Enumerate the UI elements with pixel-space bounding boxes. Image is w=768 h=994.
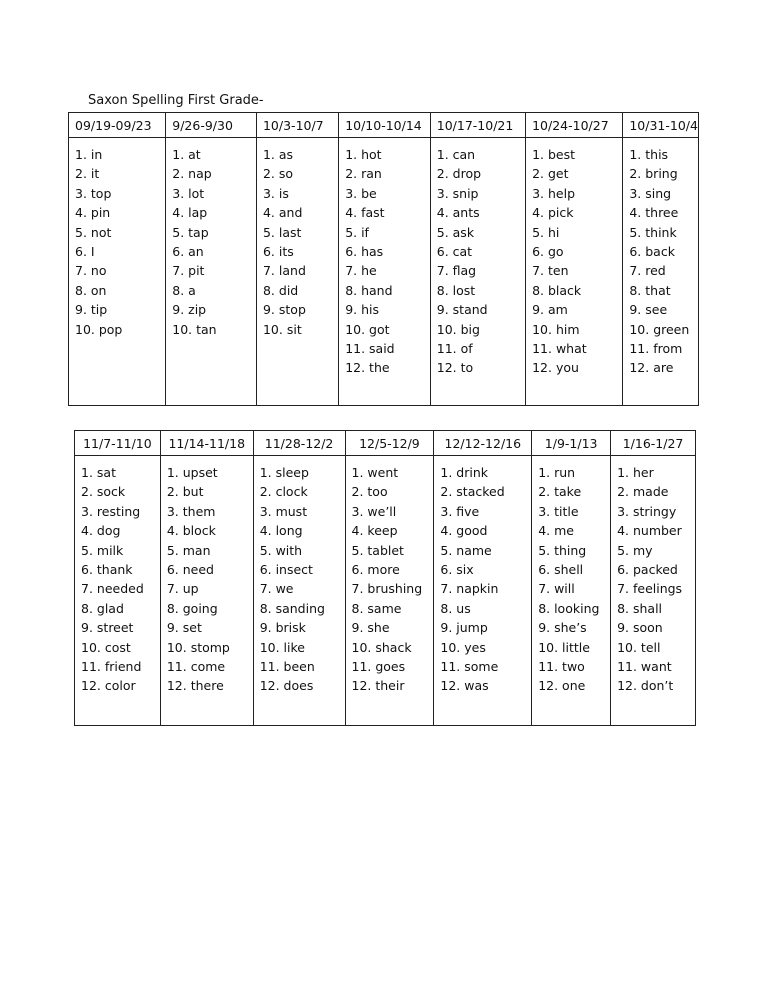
- spelling-word: 12. the: [345, 360, 390, 376]
- spelling-word: 11. what: [532, 341, 587, 357]
- spelling-word: 2. made: [617, 484, 669, 500]
- spelling-word: 9. stand: [436, 302, 488, 318]
- spelling-word: 12. one: [538, 678, 586, 694]
- spelling-word: 11. of: [436, 341, 473, 357]
- spelling-word: 9. set: [166, 620, 202, 636]
- spelling-word: 11. come: [166, 659, 226, 675]
- spelling-word: 7. we: [259, 581, 294, 597]
- spelling-word: 11. from: [629, 341, 683, 357]
- spelling-word: 7. red: [629, 263, 666, 279]
- spelling-word: 5. man: [166, 542, 211, 558]
- spelling-word: 12. there: [166, 678, 224, 694]
- spelling-word: 1. went: [351, 465, 399, 480]
- spelling-word: 3. top: [75, 185, 112, 201]
- spelling-word: 5. thing: [538, 542, 587, 558]
- spelling-word: 5. tablet: [351, 542, 404, 558]
- spelling-word: 12. to: [436, 360, 474, 376]
- spelling-word: 6. shell: [538, 562, 584, 578]
- spelling-word: 12. don’t: [617, 678, 674, 694]
- spelling-word: 5. last: [262, 224, 302, 240]
- spelling-word: 4. keep: [351, 523, 398, 539]
- spelling-word: 10. him: [532, 321, 580, 337]
- spelling-word: 6. insect: [259, 562, 313, 578]
- spelling-word: 4. pick: [532, 205, 574, 221]
- spelling-word: 9. she: [351, 620, 390, 636]
- word-list-cell: [526, 138, 623, 406]
- spelling-word: 6. need: [166, 562, 214, 578]
- spelling-word: 3. sing: [629, 185, 672, 201]
- spelling-word: 11. goes: [351, 659, 406, 675]
- spelling-word: 3. snip: [436, 185, 479, 201]
- document-title: Saxon Spelling First Grade-: [88, 93, 264, 108]
- spelling-word: 3. resting: [81, 503, 141, 519]
- word-list-cell: [339, 138, 431, 406]
- spelling-word: 5. with: [259, 542, 303, 558]
- week-header: 1/16-1/27: [611, 431, 696, 456]
- week-header: 10/3-10/7: [256, 113, 338, 138]
- spelling-word: 5. not: [75, 224, 112, 240]
- spelling-word: 12. are: [629, 360, 674, 376]
- spelling-word: 10. yes: [440, 639, 486, 655]
- spelling-word: 5. ask: [436, 224, 475, 240]
- word-list-cell: [75, 456, 161, 726]
- spelling-word: 3. must: [259, 503, 308, 519]
- spelling-word: 1. sleep: [259, 465, 309, 480]
- spelling-word: 8. a: [172, 282, 196, 298]
- spelling-word: 2. clock: [259, 484, 308, 500]
- spelling-word: 4. fast: [345, 205, 385, 221]
- spelling-word: 12. color: [81, 678, 136, 694]
- spelling-word: 3. help: [532, 185, 576, 201]
- spelling-word: 7. pit: [172, 263, 205, 279]
- spelling-word: 6. more: [351, 562, 400, 578]
- spelling-word: 2. stacked: [440, 484, 505, 500]
- spelling-word: 4. dog: [81, 523, 121, 539]
- week-header: 09/19-09/23: [69, 113, 166, 138]
- spelling-word: 2. drop: [436, 166, 482, 182]
- word-list-cell: [430, 138, 525, 406]
- spelling-word: 7. napkin: [440, 581, 499, 597]
- spelling-word: 1. her: [617, 465, 654, 480]
- spelling-word: 10. tan: [172, 321, 217, 337]
- spelling-word: 4. lap: [172, 205, 208, 221]
- week-header: 1/9-1/13: [532, 431, 611, 456]
- spelling-word: 9. see: [629, 302, 668, 318]
- spelling-word: 10. shack: [351, 639, 412, 655]
- spelling-word: 9. street: [81, 620, 134, 636]
- spelling-word: 11. said: [345, 341, 395, 357]
- spelling-word: 3. be: [345, 185, 377, 201]
- spelling-word: 8. us: [440, 600, 471, 616]
- spelling-word: 3. them: [166, 503, 216, 519]
- spelling-word: 6. packed: [617, 562, 678, 578]
- spelling-word: 3. we’ll: [351, 503, 397, 519]
- spelling-word: 8. did: [262, 282, 299, 298]
- spelling-word: 8. on: [75, 282, 107, 298]
- spelling-word: 10. tell: [617, 639, 661, 655]
- spelling-word: 5. tap: [172, 224, 209, 240]
- spelling-word: 1. hot: [345, 147, 382, 162]
- spelling-word: 7. needed: [81, 581, 144, 597]
- week-header: 10/10-10/14: [339, 113, 431, 138]
- spelling-word: 1. in: [75, 147, 103, 162]
- spelling-word: 9. his: [345, 302, 379, 318]
- word-list-cell: [253, 456, 345, 726]
- spelling-word: 7. up: [166, 581, 199, 597]
- word-list-cell: [69, 138, 166, 406]
- week-header: 10/24-10/27: [526, 113, 623, 138]
- spelling-word: 4. long: [259, 523, 303, 539]
- spelling-word: 1. as: [262, 147, 294, 162]
- spelling-word: 2. bring: [629, 166, 678, 182]
- spelling-word: 4. three: [629, 205, 679, 221]
- week-header: 10/31-10/4: [623, 113, 699, 138]
- spelling-word: 6. has: [345, 244, 384, 260]
- spelling-word: 8. looking: [538, 600, 600, 616]
- spelling-word: 2. it: [75, 166, 100, 182]
- spelling-word: 1. sat: [81, 465, 116, 480]
- spelling-word: 11. been: [259, 659, 315, 675]
- spelling-word: 8. hand: [345, 282, 393, 298]
- spelling-word: 8. that: [629, 282, 671, 298]
- spelling-word: 10. stomp: [166, 639, 230, 655]
- spelling-word: 5. hi: [532, 224, 560, 240]
- word-list-cell: [611, 456, 696, 726]
- week-header: 11/7-11/10: [75, 431, 161, 456]
- week-header: 11/28-12/2: [253, 431, 345, 456]
- spelling-word: 3. five: [440, 503, 480, 519]
- spelling-word: 9. brisk: [259, 620, 306, 636]
- spelling-word: 8. glad: [81, 600, 124, 616]
- word-list-cell: [532, 456, 611, 726]
- spelling-word: 12. was: [440, 678, 489, 694]
- spelling-word: 6. thank: [81, 562, 133, 578]
- spelling-word: 12. does: [259, 678, 314, 694]
- spelling-word: 5. think: [629, 224, 677, 240]
- spelling-word: 3. lot: [172, 185, 205, 201]
- spelling-word: 1. at: [172, 147, 201, 162]
- spelling-word: 9. stop: [262, 302, 306, 318]
- spelling-word: 7. flag: [436, 263, 477, 279]
- spelling-table-winter: [74, 430, 696, 726]
- word-list-cell: [623, 138, 699, 406]
- spelling-word: 6. an: [172, 244, 204, 260]
- spelling-word: 3. is: [262, 185, 289, 201]
- spelling-word: 8. going: [166, 600, 218, 616]
- spelling-word: 9. am: [532, 302, 568, 318]
- spelling-word: 2. so: [262, 166, 294, 182]
- spelling-word: 6. back: [629, 244, 675, 260]
- spelling-word: 4. number: [617, 523, 682, 539]
- spelling-word: 2. sock: [81, 484, 126, 500]
- spelling-word: 4. and: [262, 205, 303, 221]
- word-list-cell: [256, 138, 338, 406]
- week-header: 11/14-11/18: [160, 431, 253, 456]
- week-header: 12/12-12/16: [434, 431, 532, 456]
- spelling-word: 1. upset: [166, 465, 218, 480]
- week-header: 10/17-10/21: [430, 113, 525, 138]
- spelling-word: 11. want: [617, 659, 672, 675]
- spelling-word: 8. same: [351, 600, 402, 616]
- spelling-word: 8. black: [532, 282, 582, 298]
- spelling-word: 5. my: [617, 542, 653, 558]
- spelling-table-fall: [68, 112, 699, 406]
- spelling-word: 1. drink: [440, 465, 488, 480]
- spelling-word: 9. soon: [617, 620, 663, 636]
- spelling-word: 7. no: [75, 263, 107, 279]
- spelling-word: 6. its: [262, 244, 294, 260]
- spelling-word: 10. green: [629, 321, 690, 337]
- word-list-cell: [434, 456, 532, 726]
- spelling-word: 4. ants: [436, 205, 480, 221]
- spelling-word: 8. lost: [436, 282, 476, 298]
- spelling-word: 4. block: [166, 523, 216, 539]
- spelling-word: 1. best: [532, 147, 576, 162]
- spelling-word: 7. he: [345, 263, 377, 279]
- spelling-word: 3. title: [538, 503, 579, 519]
- spelling-word: 10. little: [538, 639, 590, 655]
- spelling-word: 6. I: [75, 244, 95, 260]
- spelling-word: 5. if: [345, 224, 369, 240]
- spelling-word: 11. two: [538, 659, 585, 675]
- spelling-word: 10. cost: [81, 639, 131, 655]
- spelling-word: 2. get: [532, 166, 569, 182]
- spelling-word: 9. zip: [172, 302, 207, 318]
- spelling-word: 3. stringy: [617, 503, 677, 519]
- spelling-word: 10. big: [436, 321, 480, 337]
- spelling-word: 6. go: [532, 244, 564, 260]
- word-list-cell: [345, 456, 434, 726]
- spelling-word: 2. ran: [345, 166, 382, 182]
- spelling-word: 4. pin: [75, 205, 111, 221]
- spelling-word: 2. but: [166, 484, 204, 500]
- spelling-word: 9. jump: [440, 620, 488, 636]
- spelling-word: 7. brushing: [351, 581, 423, 597]
- spelling-word: 6. six: [440, 562, 474, 578]
- word-list-cell: [166, 138, 257, 406]
- week-header: 12/5-12/9: [345, 431, 434, 456]
- spelling-word: 10. got: [345, 321, 390, 337]
- spelling-word: 2. too: [351, 484, 388, 500]
- spelling-word: 9. she’s: [538, 620, 587, 636]
- spelling-word: 12. you: [532, 360, 579, 376]
- spelling-word: 8. shall: [617, 600, 663, 616]
- spelling-word: 5. milk: [81, 542, 124, 558]
- week-header: 9/26-9/30: [166, 113, 257, 138]
- spelling-word: 7. feelings: [617, 581, 683, 597]
- spelling-word: 10. sit: [262, 321, 302, 337]
- spelling-word: 2. nap: [172, 166, 212, 182]
- spelling-word: 1. this: [629, 147, 669, 162]
- spelling-word: 7. land: [262, 263, 306, 279]
- spelling-word: 10. like: [259, 639, 305, 655]
- spelling-word: 7. ten: [532, 263, 569, 279]
- spelling-word: 9. tip: [75, 302, 108, 318]
- spelling-word: 4. good: [440, 523, 488, 539]
- spelling-word: 6. cat: [436, 244, 473, 260]
- spelling-word: 7. will: [538, 581, 575, 597]
- word-list-cell: [160, 456, 253, 726]
- spelling-word: 1. run: [538, 465, 576, 480]
- spelling-word: 11. some: [440, 659, 499, 675]
- spelling-word: 2. take: [538, 484, 582, 500]
- spelling-word: 12. their: [351, 678, 405, 694]
- spelling-word: 10. pop: [75, 321, 123, 337]
- spelling-word: 5. name: [440, 542, 492, 558]
- spelling-word: 1. can: [436, 147, 476, 162]
- spelling-word: 11. friend: [81, 659, 142, 675]
- spelling-word: 4. me: [538, 523, 574, 539]
- spelling-word: 8. sanding: [259, 600, 325, 616]
